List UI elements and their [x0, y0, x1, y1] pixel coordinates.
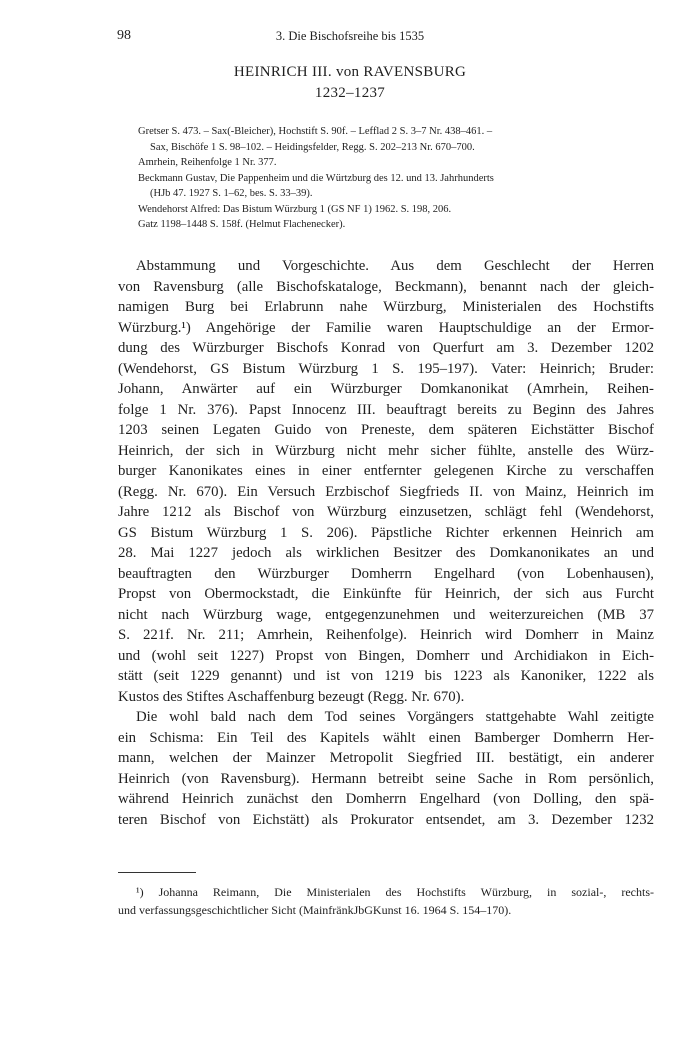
bibliography-entry: Wendehorst Alfred: Das Bistum Würzburg 1 (GS NF 1) 1962. S. 198, 206.: [138, 203, 452, 215]
body-line: GS Bistum Würzburg 1 S. 206). Päpstliche Richter erkennen Heinrich am: [118, 524, 654, 541]
bibliography: [138, 124, 658, 233]
body-line: Jahre 1212 als Bischof von Würzburg einzusetzen, schlägt fehl (Wendehorst,: [118, 504, 654, 520]
body-line: und (wohl seit 1227) Propst von Bingen, Domherr und Archidiakon in Eich-: [118, 647, 654, 664]
body-line: ein Schisma: Ein Teil des Kapitels wählt einen Bamberger Domherrn Her-: [118, 729, 654, 746]
reign-years: 1232–1237: [314, 85, 386, 101]
body-line: dung des Würzburger Bischofs Konrad von Querfurt am 3. Dezember 1202: [118, 340, 654, 356]
body-line: Würzburg.¹) Angehörige der Familie waren Hauptschuldige an der Ermor-: [118, 319, 654, 336]
body-line: von Ravensburg (alle Bischofskataloge, Beckmann), benannt nach der gleich-: [118, 278, 654, 295]
body-line: teren Bischof von Eichstätt) als Prokurator entsendet, am 3. Dezember 1232: [118, 811, 654, 828]
body-line: (Wendehorst, GS Bistum Würzburg 1 S. 195–197). Vater: Heinrich; Bruder:: [118, 360, 654, 377]
body-line: Kustos des Stiftes Aschaffenburg bezeugt (Regg. Nr. 670).: [118, 688, 465, 705]
body-line: S. 221f. Nr. 211; Amrhein, Reihenfolge). Heinrich wird Domherr in Mainz: [118, 627, 654, 643]
body-line: nicht nach Würzburg wage, entgegenzunehmen und weiterzureichen (MB 37: [118, 606, 654, 623]
footnote: [118, 884, 654, 919]
bibliography-entry: Gretser S. 473. – Sax(-Bleicher), Hochstift S. 90f. – Lefflad 2 S. 3–7 Nr. 438–461. –: [138, 126, 493, 137]
body-line: folge 1 Nr. 376). Papst Innocenz III. beauftragt bereits zu Beginn des Jahres: [118, 401, 654, 418]
body-line: während Heinrich zunächst den Domherrn Engelhard (von Dolling, den spä-: [118, 791, 654, 807]
body-line: 1203 seinen Legaten Guido von Preneste, dem späteren Eichstätter Bischof: [118, 422, 654, 438]
bibliography-entry: Amrhein, Reihenfolge 1 Nr. 377.: [138, 157, 277, 168]
body-line: 28. Mai 1227 jedoch als wirklichen Besitzer des Domkanonikates an und: [118, 545, 654, 561]
page-number: 98: [117, 28, 131, 43]
bibliography-entry: (HJb 47. 1927 S. 1–62, bes. S. 33–39).: [150, 188, 313, 199]
running-title: 3. Die Bischofsreihe bis 1535: [275, 29, 425, 43]
bishop-name: HEINRICH III. von RAVENSBURG: [233, 64, 467, 80]
body-line: Propst von Obermockstadt, die Einkünfte für Heinrich, der sich aus Furcht: [118, 586, 654, 602]
body-line: Johann, Anwärter auf ein Würzburger Domkanonikat (Amrhein, Reihen-: [118, 381, 654, 397]
body-line: mann, welchen der Mainzer Metropolit Siegfried III. bestätigt, ein anderer: [118, 750, 654, 766]
body-line: (Regg. Nr. 670). Ein Versuch Erzbischof Siegfrieds II. von Mainz, Heinrich im: [118, 483, 654, 500]
body-line: stätt (seit 1229 genannt) und ist von 1219 bis 1223 als Kanoniker, 1222 als: [118, 668, 654, 684]
body-line: beauftragten den Würzburger Domherrn Engelhard (von Lobenhausen),: [118, 565, 654, 582]
body-line: namigen Burg bei Erlabrunn nahe Würzburg, Ministerialen des Hochstifts: [118, 299, 654, 315]
footnote-line: und verfassungsgeschichtlicher Sicht (MainfränkJbGKunst 16. 1964 S. 154–170).: [118, 902, 512, 917]
entry-title: [0, 62, 700, 104]
body-line: Die wohl bald nach dem Tod seines Vorgängers stattgehabte Wahl zeitigte: [136, 709, 654, 725]
bibliography-entry: Sax, Bischöfe 1 S. 98–102. – Heidingsfelder, Regg. S. 202–213 Nr. 670–700.: [150, 141, 475, 153]
body-line: Abstammung und Vorgeschichte. Aus dem Geschlecht der Herren: [136, 258, 654, 274]
bibliography-entry: Beckmann Gustav, Die Pappenheim und die Würtzburg des 12. und 13. Jahrhunderts: [138, 172, 494, 184]
body-line: Heinrich (von Ravensburg). Hermann betreibt seine Sache in Rom persönlich,: [118, 770, 654, 787]
body-line: burger Kanonikates eines in einer entfernter gelegenen Kirche zu verschaffen: [118, 463, 654, 479]
footnote-line: ¹) Johanna Reimann, Die Ministerialen des Hochstifts Würzburg, in sozial-, rechts-: [136, 885, 654, 899]
bibliography-entry: Gatz 1198–1448 S. 158f. (Helmut Flachenecker).: [138, 219, 346, 230]
footnote-rule: [118, 872, 196, 873]
body-line: Heinrich, der sich in Würzburg nicht mehr sicher fühlte, anstelle des Würz-: [118, 442, 654, 459]
body-text: [118, 256, 654, 830]
